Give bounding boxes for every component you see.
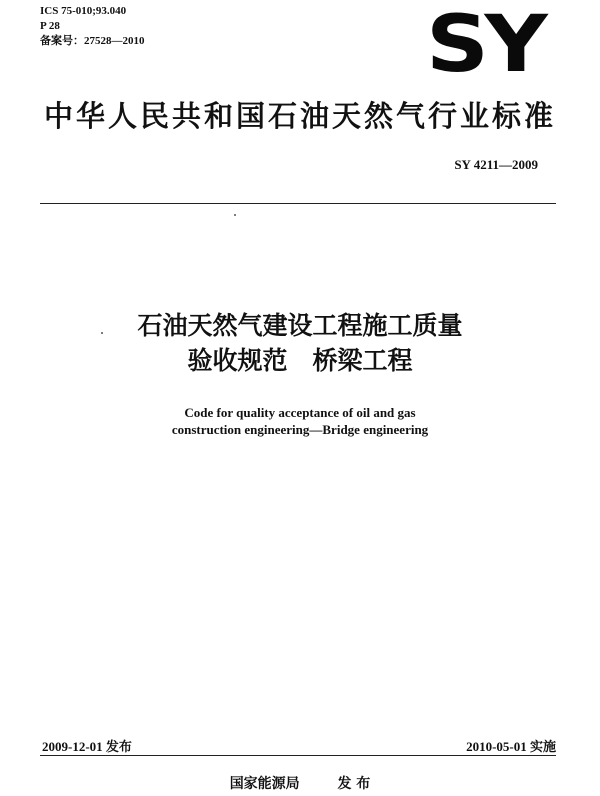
document-meta (40, 4, 145, 49)
header-divider (40, 203, 556, 204)
english-title (0, 404, 600, 438)
effective-date (466, 736, 556, 755)
publisher-action: 发 布 (337, 776, 371, 792)
issue-date-label: 发布 (105, 740, 132, 755)
title-line-1: 石油天然气建设工程施工质量 (137, 311, 463, 340)
publisher (0, 773, 600, 793)
scan-speck (234, 214, 236, 216)
title-line-2: 验收规范 桥梁工程 (187, 346, 413, 375)
effective-date-value: 2010-05-01 (466, 739, 527, 754)
effective-date-label: 实施 (529, 740, 556, 755)
sy-logo: SY (426, 0, 544, 90)
ics-code: ICS 75-010;93.040 (40, 5, 127, 17)
publisher-name: 国家能源局 (229, 776, 300, 792)
english-title-line-2: construction engineering—Bridge engineering (171, 422, 429, 437)
issue-date-value: 2009-12-01 (42, 739, 103, 754)
standard-code: SY 4211—2009 (454, 157, 538, 172)
issue-date (42, 736, 132, 755)
category-code: P 28 (40, 20, 60, 32)
english-title-line-1: Code for quality acceptance of oil and gas (184, 405, 416, 420)
standard-title: 中华人民共和国石油天然气行业标准 (43, 99, 556, 133)
record-number: 备案号：27528—2010 (40, 35, 145, 47)
footer-divider (40, 755, 556, 756)
document-title (0, 308, 600, 378)
